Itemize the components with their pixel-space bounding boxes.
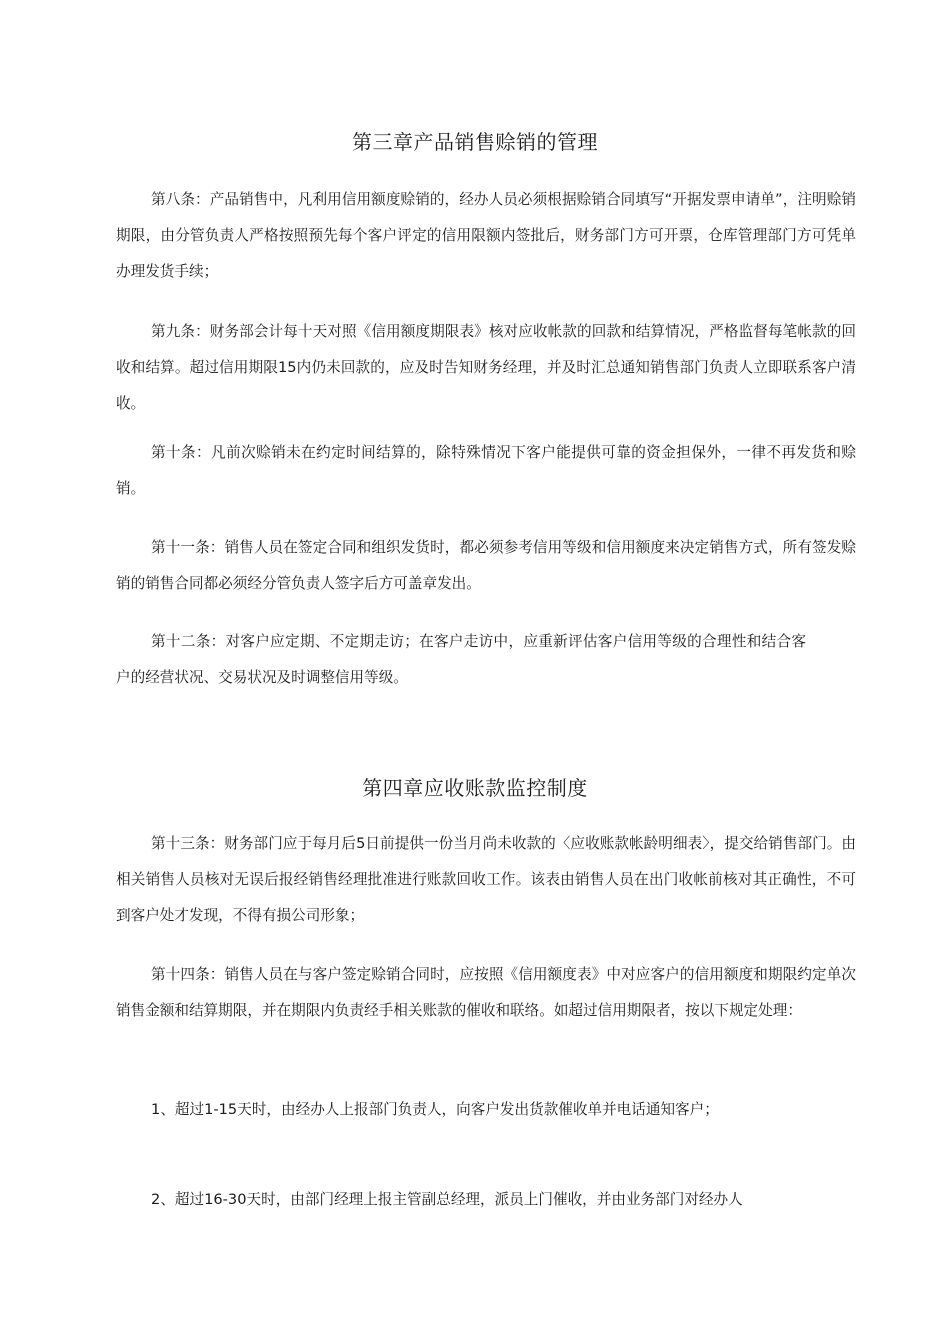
rule-item-1: 1、超过1-15天时，由经办人上报部门负责人，向客户发出货款催收单并电话通知客户；: [151, 1101, 719, 1118]
article-8: 第八条：产品销售中，凡利用信用额度赊销的，经办人员必须根据赊销合同填写“开据发票申请单”，注明赊销期限，由分管负责人严格按照预先每个客户评定的信用限额内签批后，财务部门方可开票，仓库管理部门方可凭单办理发货手续；: [116, 191, 856, 280]
article-10: 第十条：凡前次赊销未在约定时间结算的，除特殊情况下客户能提供可靠的资金担保外，一律不再发货和赊销。: [116, 444, 856, 497]
rule-item-2: 2、超过16-30天时，由部门经理上报主管副总经理，派员上门催收，并由业务部门对经办人: [151, 1191, 743, 1208]
chapter-4-title: 第四章应收账款监控制度: [362, 776, 588, 800]
article-11: 第十一条：销售人员在签定合同和组织发货时，都必须参考信用等级和信用额度来决定销售方式，所有签发赊销的销售合同都必须经分管负责人签字后方可盖章发出。: [116, 539, 856, 592]
article-12: 第十二条：对客户应定期、不定期走访；在客户走访中，应重新评估客户信用等级的合理性和结合客户的经营状况、交易状况及时调整信用等级。: [116, 633, 806, 686]
chapter-3-title: 第三章产品销售赊销的管理: [352, 130, 598, 154]
article-14: 第十四条：销售人员在与客户签定赊销合同时，应按照《信用额度表》中对应客户的信用额度和期限约定单次销售金额和结算期限，并在期限内负责经手相关账款的催收和联络。如超过信用期限者，按以下规定处理：: [116, 966, 856, 1019]
article-13: 第十三条：财务部门应于每月后5日前提供一份当月尚未收款的〈应收账款帐龄明细表〉，提交给销售部门。由相关销售人员核对无误后报经销售经理批准进行账款回收工作。该表由销售人员在出门收帐前核对其正确性，不可到客户处才发现，不得有损公司形象；: [116, 835, 856, 924]
article-9: 第九条：财务部会计每十天对照《信用额度期限表》核对应收帐款的回款和结算情况，严格监督每笔帐款的回收和结算。超过信用期限15内仍未回款的，应及时告知财务经理，并及时汇总通知销售部门负责人立即联系客户清收。: [116, 323, 856, 412]
